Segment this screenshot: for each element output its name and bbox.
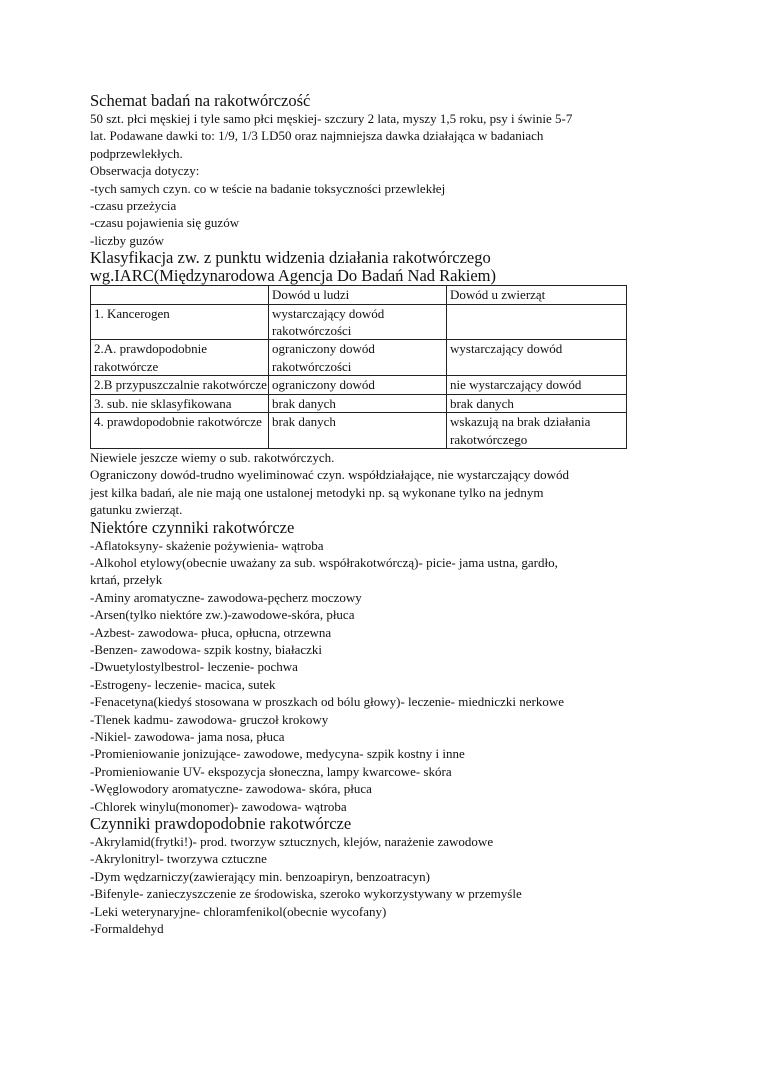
section-title-czynniki: Niektóre czynniki rakotwórcze [90, 517, 295, 537]
table-cell: wystarczający dowód rakotwórczości [269, 304, 447, 340]
intro-line: 50 szt. płci męskiej i tyle samo płci męskiej- szczury 2 lata, myszy 1,5 roku, psy i świnie 5-7 [90, 111, 573, 126]
list-item: -Akrylamid(frytki!)- prod. tworzyw sztucznych, klejów, narażenie zawodowe [90, 834, 494, 850]
table-row [91, 394, 627, 412]
list-item: -Leki weterynaryjne- chloramfenikol(obecnie wycofany) [90, 903, 387, 919]
factors-list [90, 537, 630, 816]
after-table-block [90, 449, 630, 519]
table-cell [447, 304, 627, 340]
list-item: -Tlenek kadmu- zawodowa- gruczoł krokowy [90, 711, 329, 727]
table-header-cell: Dowód u zwierząt [447, 286, 627, 304]
list-item: -Fenacetyna(kiedyś stosowana w proszkach od bólu głowy)- leczenie- miedniczki nerkowe [90, 694, 564, 710]
intro-line: lat. Podawane dawki to: 1/9, 1/3 LD50 oraz najmniejsza dawka działająca w badaniach [90, 128, 544, 144]
intro-line: -czasu przeżycia [90, 198, 177, 214]
table-row [91, 340, 627, 376]
table-row [91, 376, 627, 394]
table-cell: wskazują na brak działania rakotwórczego [447, 413, 627, 449]
table-cell: 2.A. prawdopodobnie rakotwórcze [91, 340, 269, 376]
list-item: -Dwuetylostylbestrol- leczenie- pochwa [90, 659, 298, 675]
section-title-iarc: wg.IARC(Międzynarodowa Agencja Do Badań Nad Rakiem) [90, 266, 496, 286]
intro-block [90, 110, 630, 249]
list-item: krtań, przełyk [90, 572, 163, 588]
list-item: -Bifenyle- zanieczyszczenie ze środowiska, szeroko wykorzystywany w przemyśle [90, 886, 522, 902]
paragraph-line: Ograniczony dowód-trudno wyeliminować czyn. współdziałające, nie wystarczający dowód [90, 467, 570, 483]
list-item: -Benzen- zawodowa- szpik kostny, białaczki [90, 641, 322, 657]
document-page [90, 92, 630, 937]
section-title-prawdopodobne: Czynniki prawdopodobnie rakotwórcze [90, 814, 352, 834]
table-header-cell: Dowód u ludzi [269, 286, 447, 304]
list-item: -Nikiel- zawodowa- jama nosa, płuca [90, 729, 285, 744]
list-item: -Alkohol etylowy(obecnie uważany za sub. współrakotwórczą)- picie- jama ustna, gardło, [90, 554, 558, 570]
table-cell: 4. prawdopodobnie rakotwórcze [91, 413, 269, 449]
list-item: -Promieniowanie UV- ekspozycja słoneczna, lampy kwarcowe- skóra [90, 763, 452, 779]
intro-line: -tych samych czyn. co w teście na badanie toksyczności przewlekłej [90, 180, 446, 196]
table-cell: brak danych [269, 413, 447, 449]
intro-line: -czasu pojawienia się guzów [90, 215, 240, 231]
intro-line: Obserwacja dotyczy: [90, 163, 200, 179]
paragraph-line: Niewiele jeszcze wiemy o sub. rakotwórczych. [90, 449, 335, 465]
iarc-classification-table [90, 285, 627, 449]
intro-line: -liczby guzów [90, 232, 165, 248]
table-header-row [91, 286, 627, 304]
list-item: -Akrylonitryl- tworzywa cztuczne [90, 851, 267, 867]
list-item: -Węglowodory aromatyczne- zawodowa- skóra, płuca [90, 781, 372, 797]
paragraph-line: gatunku zwierząt. [90, 502, 183, 518]
list-item: -Azbest- zawodowa- płuca, opłucna, otrzewna [90, 624, 332, 640]
table-header-cell [91, 286, 269, 304]
table-cell: 3. sub. nie sklasyfikowana [91, 394, 269, 412]
list-item: -Chlorek winylu(monomer)- zawodowa- wątroba [90, 798, 347, 814]
table-cell: ograniczony dowód [269, 376, 447, 394]
paragraph-line: jest kilka badań, ale nie mają one ustalonej metodyki np. są wykonane tylko na jednym [90, 484, 544, 500]
intro-line: podprzewlekłych. [90, 145, 183, 161]
table-cell: 2.B przypuszczalnie rakotwórcze [91, 376, 269, 394]
list-item: -Estrogeny- leczenie- macica, sutek [90, 676, 276, 692]
section-title-schemat: Schemat badań na rakotwórczość [90, 91, 311, 110]
table-cell: 1. Kancerogen [91, 304, 269, 340]
list-item: -Promieniowanie jonizujące- zawodowe, medycyna- szpik kostny i inne [90, 746, 465, 762]
table-cell: brak danych [447, 394, 627, 412]
list-item: -Arsen(tylko niektóre zw.)-zawodowe-skóra, płuca [90, 607, 355, 623]
list-item: -Aflatoksyny- skażenie pożywienia- wątroba [90, 537, 324, 553]
probable-factors-list [90, 833, 630, 937]
section-title-klasyfikacja: Klasyfikacja zw. z punktu widzenia działania rakotwórczego [90, 248, 491, 268]
list-item: -Dym wędzarniczy(zawierający min. benzoapiryn, benzoatracyn) [90, 868, 430, 884]
table-cell: ograniczony dowód rakotwórczości [269, 340, 447, 376]
table-row [91, 413, 627, 449]
list-item: -Aminy aromatyczne- zawodowa-pęcherz moczowy [90, 589, 362, 605]
table-cell: nie wystarczający dowód [447, 376, 627, 394]
list-item: -Formaldehyd [90, 921, 164, 937]
table-row [91, 304, 627, 340]
table-cell: wystarczający dowód [447, 340, 627, 376]
table-cell: brak danych [269, 394, 447, 412]
